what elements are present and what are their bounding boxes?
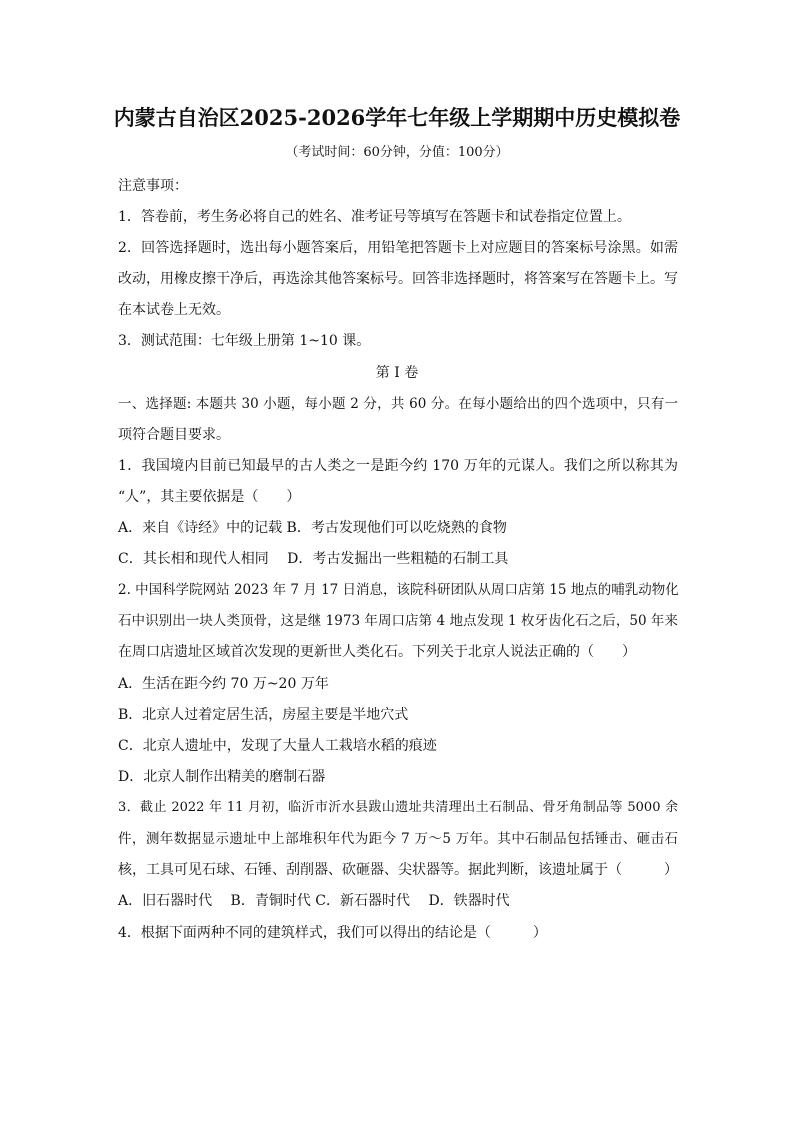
volume-heading: 第 I 卷 <box>375 365 419 381</box>
notice-item-1: 1．答卷前，考生务必将自己的姓名、准考证号等填写在答题卡和试卷指定位置上。 <box>118 209 631 225</box>
question-2-stem-line-3: 在周口店遗址区域首次发现的更新世人类化石。下列关于北京人说法正确的（ ） <box>118 644 636 660</box>
question-4-stem: 4．根据下面两种不同的建筑样式，我们可以得出的结论是（ ） <box>118 925 547 941</box>
question-2-stem-line-2: 石中识别出一块人类顶骨，这是继 1973 年周口店第 4 地点发现 1 枚牙齿化石之后，50 年来 <box>118 613 678 629</box>
notice-item-2-line-3: 在本试卷上无效。 <box>118 302 230 318</box>
section-1-instructions-line-1: 一、选择题: 本题共 30 小题，每小题 2 分，共 60 分。在每小题给出的四个选项中，只有一 <box>118 396 678 412</box>
notice-item-3: 3．测试范围：七年级上册第 1~10 课。 <box>118 333 371 349</box>
question-2-option-c: C．北京人遗址中，发现了大量人工栽培水稻的痕迹 <box>118 738 437 754</box>
notice-item-2-line-2: 改动，用橡皮擦干净后，再选涂其他答案标号。回答非选择题时，将答案写在答题卡上。写 <box>118 271 678 287</box>
question-2-option-d: D．北京人制作出精美的磨制石器 <box>118 769 326 785</box>
notice-item-2-line-1: 2．回答选择题时，选出每小题答案后，用铅笔把答题卡上对应题目的答案标号涂黑。如需 <box>118 240 678 256</box>
question-2-option-b: B．北京人过着定居生活，房屋主要是半地穴式 <box>118 707 409 723</box>
question-3-stem-line-3: 核，工具可见石球、石锤、刮削器、砍砸器、尖状器等。据此判断，该遗址属于（ ） <box>118 862 678 878</box>
question-3-options: A．旧石器时代 B．青铜时代 C．新石器时代 D．铁器时代 <box>118 893 510 909</box>
exam-title: 内蒙古自治区2025-2026学年七年级上学期期中历史模拟卷 <box>113 105 681 130</box>
question-1-stem-line-2: “人”，其主要依据是（ ） <box>118 489 301 505</box>
section-1-instructions-line-2: 项符合题目要求。 <box>118 427 230 443</box>
question-1-options-line-2: C．其长相和现代人相同 D．考古发掘出一些粗糙的石制工具 <box>118 551 509 567</box>
notice-heading: 注意事项： <box>118 178 188 194</box>
question-3-stem-line-2: 件，测年数据显示遗址中上部堆积年代为距今 7 万～5 万年。其中石制品包括锤击、砸击石 <box>118 831 678 847</box>
question-1-stem-line-1: 1．我国境内目前已知最早的古人类之一是距今约 170 万年的元谋人。我们之所以称其为 <box>118 458 678 474</box>
question-1-options-line-1: A．来自《诗经》中的记载 B．考古发现他们可以吃烧熟的食物 <box>118 520 507 536</box>
question-2-option-a: A．生活在距今约 70 万~20 万年 <box>118 676 329 692</box>
question-2-stem-line-1: 2. 中国科学院网站 2023 年 7 月 17 日消息，该院科研团队从周口店第 15 地点的哺乳动物化 <box>118 582 679 598</box>
exam-duration-subtitle: （考试时间：60分钟，分值：100分） <box>285 145 509 160</box>
question-3-stem-line-1: 3．截止 2022 年 11 月初，临沂市沂水县跋山遗址共清理出土石制品、骨牙角制品等 5000 余 <box>118 800 678 815</box>
